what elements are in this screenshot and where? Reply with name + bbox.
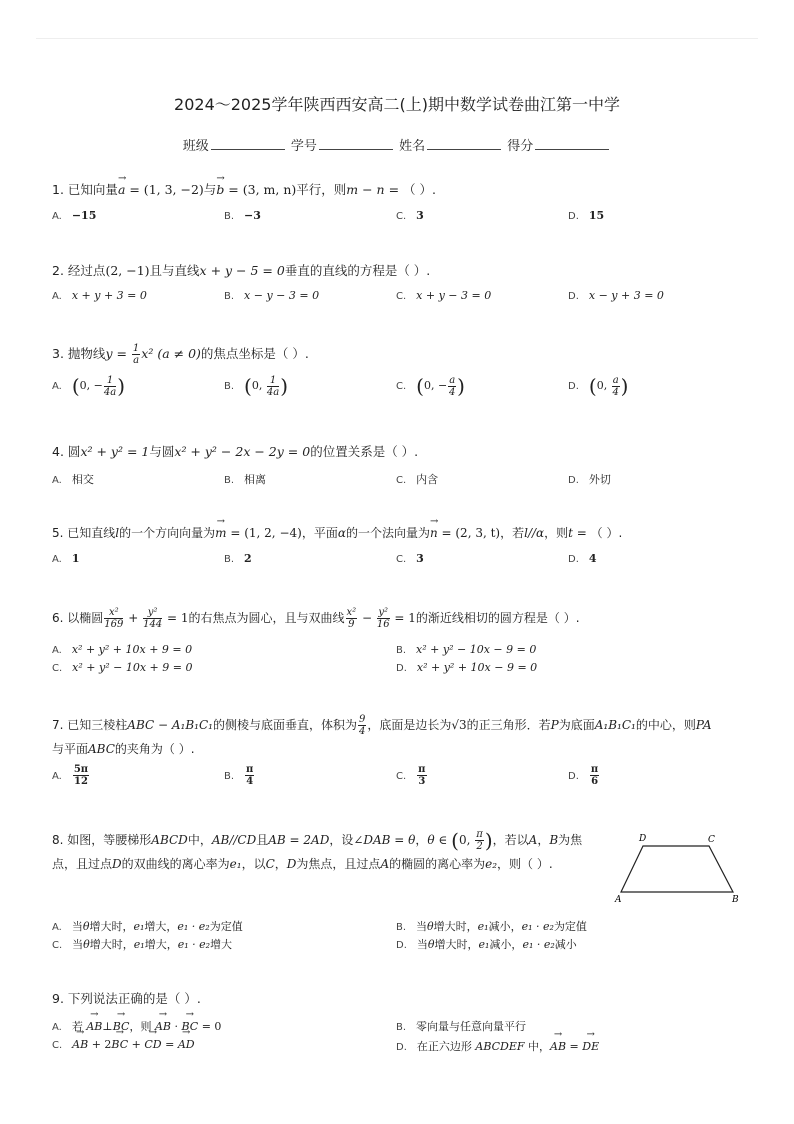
page-title: 2024～2025学年陕西西安高二(上)期中数学试卷曲江第一中学 (174, 95, 620, 114)
question-5: 5. 已知直线l的一个方向向量为→ m = (1, 2, −4)，平面α的一个法向量为→ n = (2, 3, t)，若l//α，则t = （ ）. (52, 523, 752, 543)
option-d[interactable]: D. 4 (568, 552, 597, 565)
option-a[interactable]: A. 若 → AB⊥→ BC，则 → AB · → BC = 0 (52, 1018, 221, 1034)
option-a[interactable]: A. (0, − $\frac{1}{4a}$ ) (52, 374, 126, 398)
option-d[interactable]: D. x² + y² + 10x − 9 = 0 (396, 661, 538, 674)
option-c[interactable]: C. x + y − 3 = 0 (396, 289, 492, 302)
label-a: A (615, 895, 622, 905)
option-a[interactable]: A. x + y + 3 = 0 (52, 289, 147, 302)
option-d[interactable]: D. x − y + 3 = 0 (568, 289, 664, 302)
question-2: 2. 经过点(2, −1)且与直线x + y − 5 = 0垂直的直线的方程是（ ）. (52, 263, 431, 278)
question-8: 8. 如图，等腰梯形ABCD中，AB//CD且AB = 2AD，设∠DAB = θ，θ ∈ (0, $\frac{\pi}{2}$ )，若以A，B为焦 (52, 828, 583, 853)
question-9: 9. 下列说法正确的是（ ）. (52, 991, 201, 1006)
option-c[interactable]: C. 3 (396, 552, 424, 565)
class-field[interactable]: 班级 (183, 135, 287, 154)
option-b[interactable]: B. 零向量与任意向量平行 (396, 1020, 527, 1033)
question-9-options-row2 (52, 1038, 742, 1058)
option-a[interactable]: A. 相交 (52, 473, 94, 486)
question-4: 4. 圆x² + y² = 1与圆x² + y² − 2x − 2y = 0的位置关系是（ ）. (52, 444, 419, 459)
question-7-line2: 与平面ABC的夹角为（ ）. (52, 742, 195, 756)
question-2-options (52, 289, 742, 311)
option-b[interactable]: B. 2 (224, 552, 252, 565)
question-4-options (52, 471, 742, 493)
option-d[interactable]: D. 当θ增大时，e₁减小，e₁ · e₂减小 (396, 938, 577, 951)
option-c[interactable]: C. $\frac{\pi}{3}$ (396, 764, 426, 787)
option-c[interactable]: C.→ AB + 2→ BC + → CD = → AD (52, 1038, 195, 1051)
question-3: 3. 抛物线y = $\frac{1}{a}$ x² (a ≠ 0)的焦点坐标是（ ）. (52, 343, 309, 366)
option-a[interactable]: A. $\frac{5\pi}{12}$ (52, 764, 89, 787)
trapezoid-shape (621, 846, 733, 892)
option-b[interactable]: B. −3 (224, 209, 261, 222)
option-b[interactable]: B. 相离 (224, 473, 267, 486)
option-d[interactable]: D. (0, $\frac{a}{4}$ ) (568, 374, 629, 398)
option-d[interactable]: D. 15 (568, 209, 605, 222)
option-b[interactable]: B. $\frac{\pi}{4}$ (224, 764, 254, 787)
student-id-field[interactable]: 学号 (291, 135, 395, 154)
option-c[interactable]: C. (0, − $\frac{a}{4}$ ) (396, 374, 465, 398)
student-info-line (0, 135, 794, 154)
question-8-options-row2 (52, 936, 742, 956)
option-c[interactable]: C. 内含 (396, 473, 439, 486)
top-rule (36, 38, 758, 39)
question-8-options-row1 (52, 918, 742, 938)
score-field[interactable]: 得分 (507, 135, 611, 154)
label-d: D (639, 834, 647, 844)
option-c[interactable]: C. x² + y² − 10x + 9 = 0 (52, 661, 193, 674)
option-b[interactable]: B. x² + y² − 10x − 9 = 0 (396, 643, 537, 656)
question-1: 1. 已知向量→ a = (1, 3, −2)与→ b = (3, m, n)平行，则m − n = （ ）. (52, 180, 752, 200)
question-1-options (52, 209, 742, 231)
option-a[interactable]: A. 1 (52, 552, 80, 565)
name-field[interactable]: 姓名 (399, 135, 503, 154)
question-7: 7. 已知三棱柱ABC − A₁B₁C₁的侧棱与底面垂直，体积为 $\frac{9}{4}$ ，底面是边长为√3的正三角形．若P为底面A₁B₁C₁的中心，则PA (52, 714, 712, 737)
option-a[interactable]: A. −15 (52, 209, 97, 222)
option-a[interactable]: A. x² + y² + 10x + 9 = 0 (52, 643, 193, 656)
option-c[interactable]: C. 当θ增大时，e₁增大，e₁ · e₂增大 (52, 938, 233, 951)
question-5-options (52, 552, 742, 574)
question-6-options-row2 (52, 661, 742, 681)
trapezoid-figure (612, 830, 742, 906)
option-b[interactable]: B. (0, $\frac{1}{4a}$ ) (224, 374, 288, 398)
option-a[interactable]: A. 当θ增大时，e₁增大，e₁ · e₂为定值 (52, 920, 243, 933)
option-d[interactable]: D. $\frac{\pi}{6}$ (568, 764, 599, 787)
option-d[interactable]: D. 外切 (568, 473, 611, 486)
option-c[interactable]: C. 3 (396, 209, 424, 222)
option-d[interactable]: D. 在正六边形 ABCDEF 中，→ AB = → DE (396, 1038, 599, 1054)
option-b[interactable]: B. 当θ增大时，e₁减小，e₁ · e₂为定值 (396, 920, 587, 933)
label-c: C (708, 835, 715, 845)
label-b: B (732, 895, 739, 905)
question-8-line2: 点，且过点D的双曲线的离心率为e₁，以C，D为焦点，且过点A的椭圆的离心率为e₂，则（ ）. (52, 857, 553, 871)
question-6: 6. 以椭圆 $\frac{\text{x²}}{169}$ + $\frac{\text{y²}}{144}$ = 1的右焦点为圆心，且与双曲线 $\frac{\text{x²}}{9}$ − $\frac{\text{y²}}{16}$ = 1的渐近线相切的圆方程是（ ）. (52, 607, 580, 630)
question-3-options (52, 374, 742, 408)
option-b[interactable]: B. x − y − 3 = 0 (224, 289, 320, 302)
question-7-options (52, 764, 742, 794)
fraction: $\frac{1}{a}$ (132, 343, 140, 366)
question-6-options-row1 (52, 643, 742, 663)
